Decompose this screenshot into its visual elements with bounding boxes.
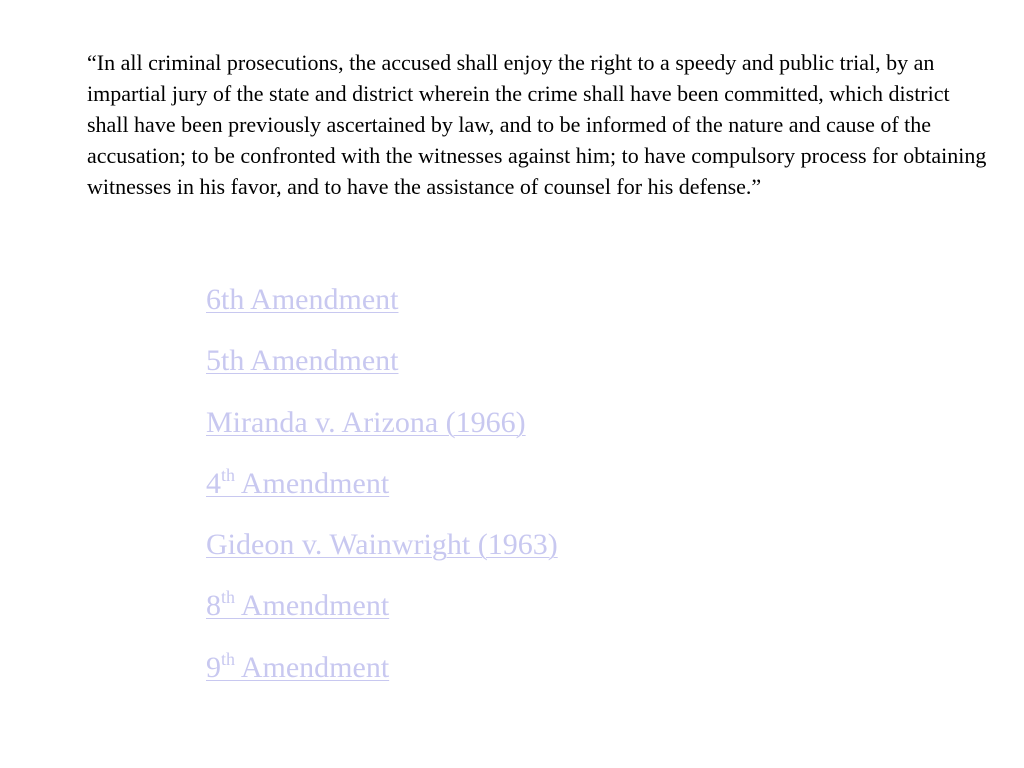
link-superscript: th (221, 464, 236, 485)
link-item (206, 527, 558, 588)
link-item (206, 405, 558, 466)
link-item (206, 650, 558, 711)
link-label-rest: Amendment (235, 589, 390, 623)
link-gideon-v-wainwright[interactable] (206, 528, 558, 561)
link-label: Miranda v. Arizona (1966) (206, 405, 526, 439)
link-5th-amendment[interactable] (206, 344, 398, 377)
link-item (206, 282, 558, 343)
link-label-rest: Amendment (235, 466, 390, 500)
answer-links-list (206, 282, 558, 711)
link-superscript: th (221, 648, 236, 669)
link-label: 8 (206, 589, 221, 623)
link-6th-amendment[interactable] (206, 283, 398, 316)
quote-text: “In all criminal prosecutions, the accused shall enjoy the right to a speedy and public trial, by an impartial jury of the state and district wherein the crime shall have been committed, which district shall have been previously ascertained by law, and to be informed of the nature and cause of the accusation; to be confronted with the witnesses against him; to have compulsory process for obtaining witnesses in his favor, and to have the assistance of counsel for his defense.” (87, 50, 987, 199)
link-miranda-v-arizona[interactable] (206, 406, 526, 439)
link-label: Gideon v. Wainwright (1963) (206, 528, 558, 562)
link-label: 4 (206, 466, 221, 500)
link-item (206, 588, 558, 649)
link-8th-amendment[interactable] (206, 589, 389, 622)
link-label: 5th Amendment (206, 344, 399, 378)
link-label-rest: Amendment (235, 650, 390, 684)
link-4th-amendment[interactable] (206, 464, 390, 500)
link-item (206, 466, 558, 527)
link-superscript: th (221, 587, 236, 608)
link-9th-amendment[interactable] (206, 648, 390, 684)
link-label: 9 (206, 650, 221, 684)
link-item (206, 343, 558, 404)
link-label: 6th Amendment (206, 283, 399, 316)
